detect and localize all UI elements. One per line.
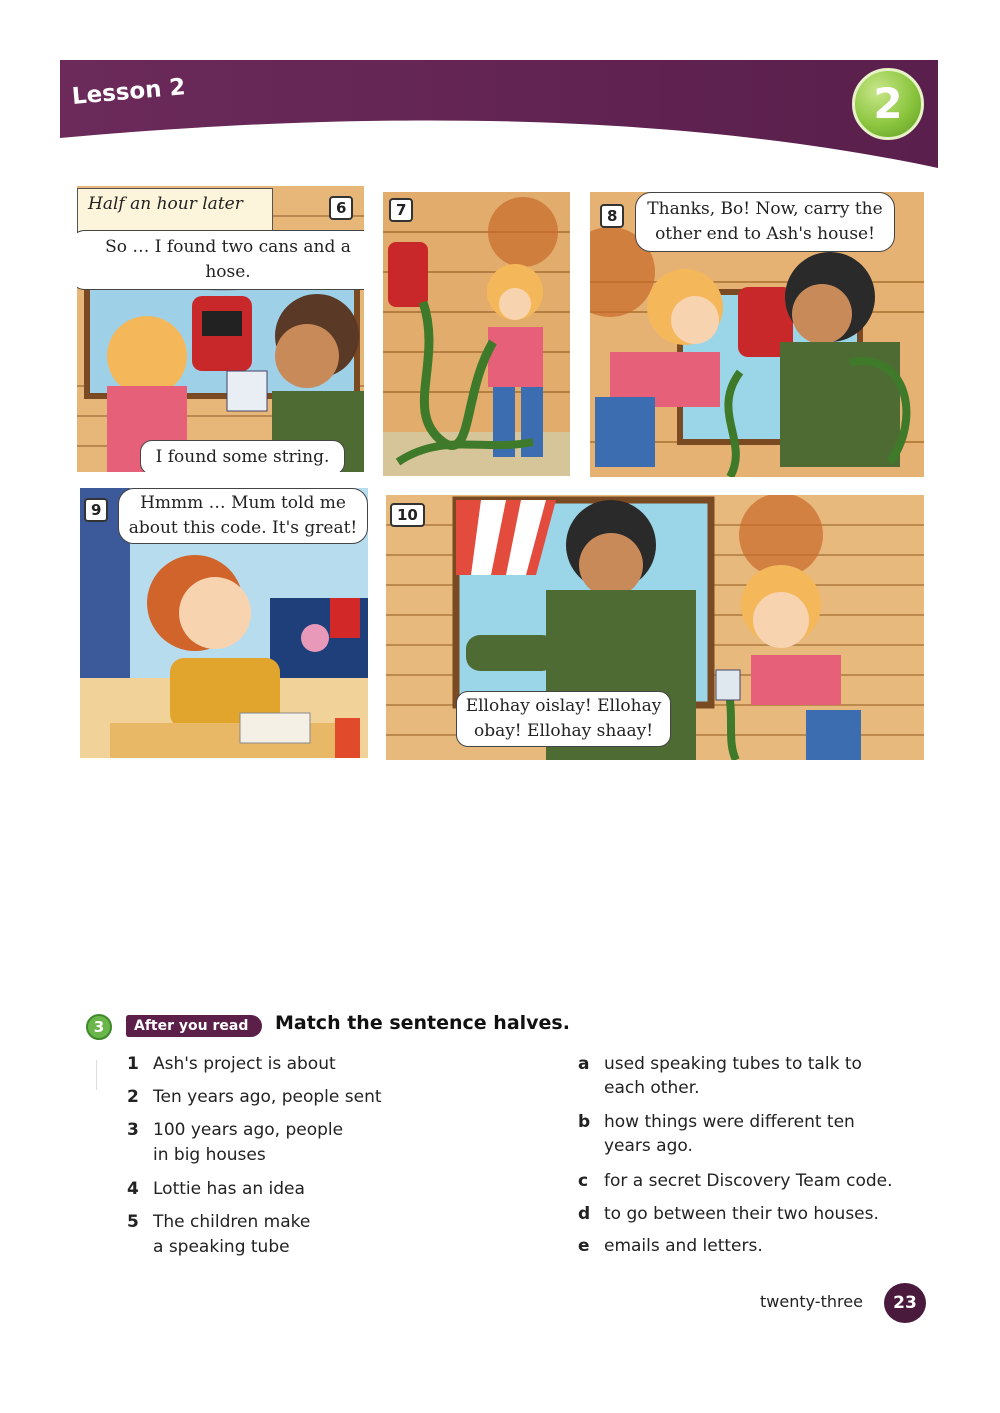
right-item-text: years ago.	[604, 1136, 693, 1156]
left-item-key: 1	[127, 1054, 139, 1074]
left-item-2	[127, 1085, 527, 1110]
page-number-words: twenty-three	[760, 1292, 863, 1311]
right-item-text: emails and letters.	[604, 1236, 763, 1256]
right-item-key: a	[578, 1054, 590, 1074]
panel-8-bubble-1: Thanks, Bo! Now, carry the other end to Ash's house!	[635, 192, 895, 252]
left-item-key: 4	[127, 1179, 139, 1199]
comic-panel-10	[386, 495, 924, 760]
comic-panel-7	[383, 192, 570, 476]
left-item-text: 100 years ago, people	[153, 1120, 344, 1140]
right-item-d	[578, 1202, 938, 1227]
left-item-5	[127, 1210, 527, 1260]
page-number-badge: 23	[884, 1283, 926, 1323]
panel-10-bubble-1: Ellohay oislay! Ellohay obay! Ellohay shaay!	[456, 691, 671, 747]
left-item-text: The children make	[153, 1212, 311, 1232]
left-item-1	[127, 1052, 527, 1077]
lesson-banner	[60, 60, 938, 170]
lesson-title: Lesson 2	[70, 74, 187, 110]
right-item-text: how things were different ten	[604, 1112, 855, 1132]
right-item-text: used speaking tubes to talk to	[604, 1054, 862, 1074]
left-item-key: 3	[127, 1120, 139, 1140]
left-item-text: in big houses	[153, 1145, 266, 1165]
exercise-number-badge: 3	[86, 1014, 112, 1040]
comic-panel-9	[80, 488, 368, 758]
left-item-text: Lottie has an idea	[153, 1179, 305, 1199]
left-item-key: 2	[127, 1087, 139, 1107]
left-item-text: Ten years ago, people sent	[153, 1087, 382, 1107]
left-item-text: Ash's project is about	[153, 1054, 336, 1074]
left-item-text: a speaking tube	[153, 1237, 290, 1257]
left-item-3	[127, 1118, 527, 1168]
panel-7-number: 7	[389, 198, 413, 222]
panel-6-caption: Half an hour later	[77, 188, 273, 246]
right-item-a	[578, 1052, 938, 1102]
panel-8-number: 8	[600, 204, 624, 228]
margin-rule	[96, 1060, 97, 1090]
panel-10-number: 10	[390, 503, 425, 527]
after-you-read-tag: After you read	[126, 1015, 262, 1037]
panel-9-bubble-1: Hmmm … Mum told me about this code. It's great!	[118, 488, 368, 544]
right-item-c	[578, 1169, 938, 1194]
right-item-text: to go between their two houses.	[604, 1204, 879, 1224]
right-item-text: each other.	[604, 1078, 700, 1098]
right-item-key: e	[578, 1236, 590, 1256]
panel-6-bubble-1: So … I found two cans and a hose.	[77, 230, 364, 290]
right-item-key: c	[578, 1171, 589, 1191]
panel-6-number: 6	[329, 196, 353, 220]
left-item-key: 5	[127, 1212, 139, 1232]
panel-9-number: 9	[84, 498, 108, 522]
panel-7-illustration	[383, 192, 570, 476]
right-item-b	[578, 1110, 938, 1160]
unit-number-badge: 2	[852, 68, 924, 140]
left-item-4	[127, 1177, 527, 1202]
panel-6-bubble-2: I found some string.	[140, 440, 345, 472]
comic-panel-8	[590, 192, 924, 477]
comic-panel-6	[77, 186, 364, 472]
right-item-e	[578, 1234, 938, 1259]
exercise-instruction: Match the sentence halves.	[275, 1012, 570, 1034]
right-item-key: d	[578, 1204, 591, 1224]
right-item-text: for a secret Discovery Team code.	[604, 1171, 893, 1191]
right-item-key: b	[578, 1112, 591, 1132]
